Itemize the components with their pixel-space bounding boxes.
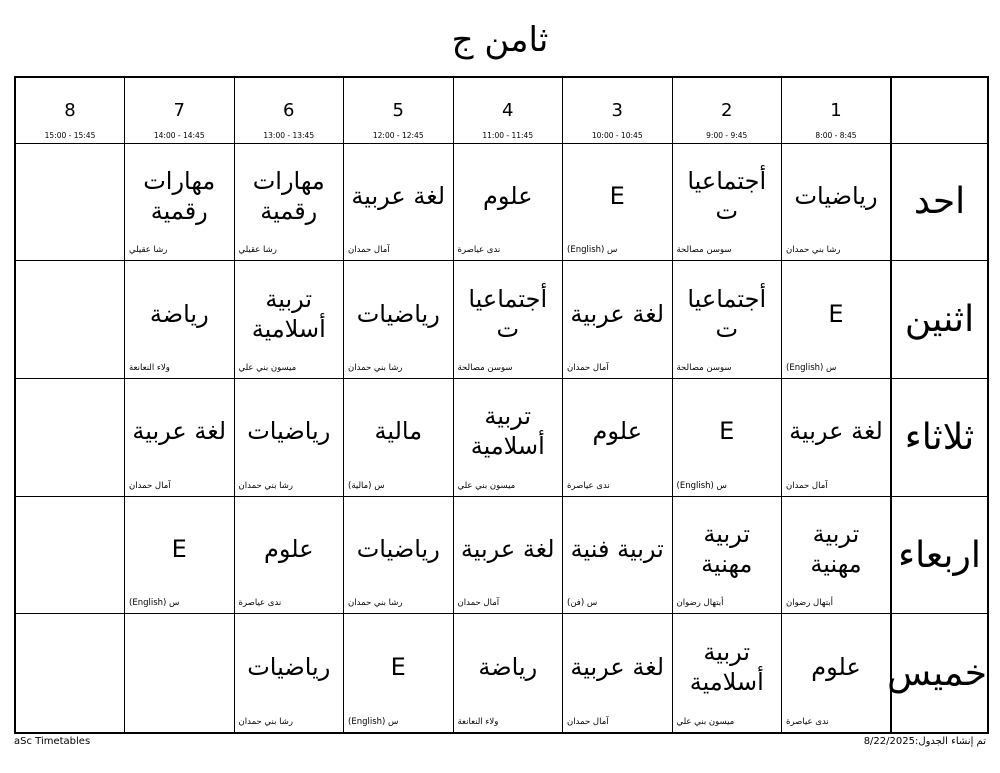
- lesson-teacher: ولاء النعانعة: [129, 362, 170, 373]
- lesson-subject: رياضيات: [356, 535, 440, 564]
- lesson-cell: [672, 378, 782, 496]
- period-header: [782, 77, 892, 143]
- day-label: ثلاثاء: [891, 378, 988, 496]
- lesson-cell: [234, 143, 344, 261]
- lesson-teacher: أبتهال رضوان: [786, 598, 833, 609]
- lesson-teacher: س (English): [567, 245, 618, 256]
- lesson-cell: [344, 143, 454, 261]
- lesson-teacher: سوسن مصالحة: [676, 362, 732, 373]
- lesson-teacher: آمال حمدان: [567, 362, 609, 373]
- lesson-teacher: س (مالية): [348, 480, 385, 491]
- lesson-subject: علوم: [263, 535, 314, 564]
- lesson-subject: تربية أسلامية: [251, 284, 326, 343]
- lesson-cell: [782, 496, 892, 614]
- lesson-teacher: آمال حمدان: [348, 245, 390, 256]
- day-label: اربعاء: [891, 496, 988, 614]
- day-row: [15, 143, 988, 261]
- lesson-cell: [453, 261, 563, 379]
- lesson-subject: [18, 267, 122, 360]
- lesson-subject: رياضة: [478, 653, 538, 682]
- lesson-cell: [344, 614, 454, 733]
- footer-created-date: تم إنشاء الجدول:8/22/2025: [863, 736, 986, 747]
- lesson-cell: [125, 496, 235, 614]
- lesson-subject: مهارات رقمية: [143, 166, 216, 225]
- lesson-teacher: ميسون بني علي: [676, 717, 735, 727]
- lesson-teacher: آمال حمدان: [786, 480, 828, 491]
- lesson-teacher: رشا بني حمدان: [238, 480, 293, 491]
- lesson-cell: [453, 378, 563, 496]
- lesson-subject: تربية أسلامية: [470, 402, 545, 461]
- lesson-cell: [15, 496, 125, 614]
- lesson-cell: [15, 143, 125, 261]
- lesson-cell: [782, 378, 892, 496]
- lesson-cell: [453, 143, 563, 261]
- period-number: 2: [721, 100, 733, 121]
- period-number: 7: [173, 100, 185, 121]
- lesson-subject: تربية أسلامية: [689, 638, 764, 697]
- day-label: احد: [891, 143, 988, 261]
- lesson-cell: [563, 614, 673, 733]
- lesson-cell: [234, 496, 344, 614]
- lesson-teacher: رشا بني حمدان: [238, 717, 293, 727]
- lesson-teacher: رشا بني حمدان: [348, 598, 403, 609]
- lesson-subject: أجتماعيا ت: [687, 284, 767, 343]
- lesson-teacher: ولاء النعانعة: [457, 717, 499, 727]
- lesson-subject: رياضة: [149, 299, 209, 328]
- lesson-subject: [18, 150, 122, 243]
- lesson-cell: [15, 614, 125, 733]
- period-number: 1: [830, 100, 842, 121]
- lesson-subject: تربية مهنية: [701, 520, 753, 579]
- period-time: 12:00 - 12:45: [372, 131, 424, 140]
- lesson-subject: لغة عربية: [570, 653, 665, 682]
- lesson-subject: رياضيات: [794, 181, 878, 210]
- day-row: [15, 378, 988, 496]
- lesson-subject: علوم: [482, 181, 533, 210]
- lesson-cell: [563, 378, 673, 496]
- day-row: [15, 614, 988, 733]
- day-label: خميس: [891, 614, 988, 733]
- lesson-teacher: س (English): [348, 717, 399, 727]
- lesson-subject: E: [609, 181, 625, 210]
- lesson-teacher: س (English): [676, 480, 727, 491]
- lesson-subject: رياضيات: [247, 653, 331, 682]
- period-header: [344, 77, 454, 143]
- lesson-subject: E: [390, 653, 406, 682]
- lesson-cell: [125, 378, 235, 496]
- period-number: 8: [64, 100, 76, 121]
- lesson-subject: لغة عربية: [570, 299, 665, 328]
- lesson-cell: [234, 378, 344, 496]
- lesson-cell: [125, 143, 235, 261]
- lesson-teacher: ندى عياصرة: [567, 480, 610, 491]
- period-time: 10:00 - 10:45: [591, 131, 643, 140]
- footer-brand: aSc Timetables: [14, 736, 91, 747]
- lesson-teacher: ميسون بني علي: [457, 480, 516, 491]
- lesson-subject: علوم: [811, 653, 861, 682]
- lesson-teacher: ندى عياصرة: [786, 717, 829, 727]
- lesson-teacher: ندى عياصرة: [238, 598, 282, 609]
- lesson-subject: [127, 620, 232, 714]
- period-time: 14:00 - 14:45: [153, 131, 205, 140]
- lesson-cell: [563, 496, 673, 614]
- lesson-cell: [453, 496, 563, 614]
- lesson-cell: [453, 614, 563, 733]
- lesson-subject: لغة عربية: [132, 417, 227, 446]
- lesson-teacher: س (English): [129, 598, 180, 609]
- period-number: 3: [611, 100, 623, 121]
- lesson-teacher: أبتهال رضوان: [676, 598, 724, 609]
- lesson-cell: [344, 496, 454, 614]
- lesson-teacher: سوسن مصالحة: [457, 362, 513, 373]
- lesson-subject: رياضيات: [247, 417, 331, 446]
- timetable: [14, 76, 989, 734]
- period-time: 13:00 - 13:45: [263, 131, 315, 140]
- lesson-subject: لغة عربية: [460, 535, 555, 564]
- lesson-cell: [672, 496, 782, 614]
- lesson-teacher: رشا عقيلي: [129, 245, 168, 256]
- period-header: [672, 77, 782, 143]
- lesson-teacher: سوسن مصالحة: [676, 245, 732, 256]
- lesson-cell: [344, 261, 454, 379]
- lesson-cell: [563, 261, 673, 379]
- period-header: [234, 77, 344, 143]
- lesson-teacher: آمال حمدان: [457, 598, 500, 609]
- period-time: 11:00 - 11:45: [482, 131, 534, 140]
- lesson-cell: [234, 261, 344, 379]
- lesson-subject: لغة عربية: [351, 181, 446, 210]
- period-time: 8:00 - 8:45: [815, 131, 857, 140]
- lesson-cell: [563, 143, 673, 261]
- lesson-subject: [18, 620, 122, 714]
- period-header: [563, 77, 673, 143]
- lesson-teacher: رشا عقيلي: [238, 245, 277, 256]
- lesson-cell: [15, 378, 125, 496]
- lesson-subject: تربية فنية: [570, 535, 664, 564]
- lesson-teacher: ندى عياصرة: [457, 245, 501, 256]
- lesson-subject: E: [171, 535, 187, 564]
- lesson-subject: علوم: [592, 417, 643, 446]
- period-header: [15, 77, 125, 143]
- lesson-teacher: آمال حمدان: [129, 480, 171, 491]
- lesson-teacher: ميسون بني علي: [238, 362, 297, 373]
- lesson-cell: [672, 614, 782, 733]
- day-label: اثنين: [891, 261, 988, 379]
- corner-cell: [891, 77, 988, 143]
- lesson-cell: [782, 143, 892, 261]
- period-number: 6: [283, 100, 295, 121]
- lesson-teacher: س (فن): [567, 598, 598, 609]
- lesson-teacher: آمال حمدان: [567, 717, 609, 727]
- lesson-subject: تربية مهنية: [810, 520, 862, 579]
- lesson-cell: [125, 261, 235, 379]
- lesson-teacher: رشا بني حمدان: [348, 362, 403, 373]
- lesson-cell: [234, 614, 344, 733]
- lesson-cell: [672, 261, 782, 379]
- period-time: 9:00 - 9:45: [706, 131, 748, 140]
- lesson-teacher: س (English): [786, 362, 837, 373]
- period-header: [125, 77, 235, 143]
- lesson-cell: [782, 614, 892, 733]
- lesson-subject: رياضيات: [356, 299, 440, 328]
- period-time: 15:00 - 15:45: [44, 131, 96, 140]
- lesson-cell: [125, 614, 235, 733]
- day-row: [15, 261, 988, 379]
- lesson-subject: مهارات رقمية: [252, 166, 325, 225]
- lesson-subject: E: [828, 299, 844, 328]
- lesson-subject: مالية: [374, 417, 423, 446]
- lesson-subject: E: [719, 417, 735, 446]
- lesson-subject: لغة عربية: [789, 417, 883, 446]
- day-row: [15, 496, 988, 614]
- lesson-subject: [18, 385, 122, 478]
- lesson-cell: [672, 143, 782, 261]
- page-title: ثامن ج: [451, 20, 549, 60]
- lesson-subject: [18, 503, 122, 596]
- lesson-subject: أجتماعيا ت: [468, 284, 548, 343]
- lesson-cell: [782, 261, 892, 379]
- lesson-cell: [15, 261, 125, 379]
- period-header: [453, 77, 563, 143]
- lesson-subject: أجتماعيا ت: [687, 166, 767, 225]
- period-number: 4: [502, 100, 514, 121]
- lesson-cell: [344, 378, 454, 496]
- period-header-row: [15, 77, 988, 143]
- period-number: 5: [392, 100, 404, 121]
- lesson-teacher: رشا بني حمدان: [786, 245, 841, 256]
